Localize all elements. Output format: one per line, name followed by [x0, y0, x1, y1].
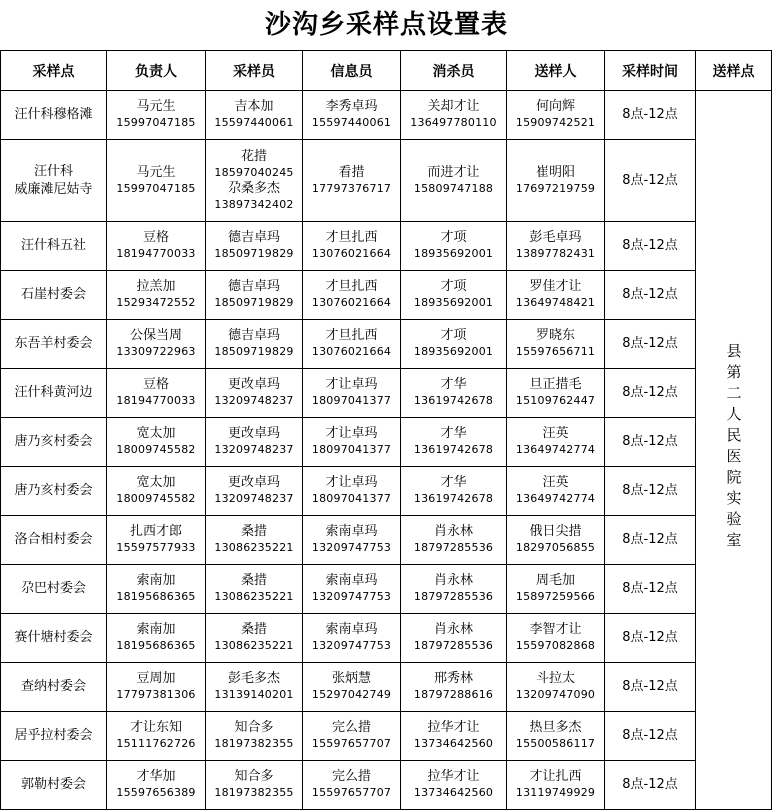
- site-cell: [1, 91, 107, 140]
- site-cell: [1, 614, 107, 663]
- table-row: [1, 369, 772, 418]
- courier-name: 汪英: [542, 426, 569, 441]
- sampler-phone: 13086235221: [214, 590, 294, 603]
- leader-phone: 15597577933: [116, 541, 196, 554]
- site-name: 尕巴村委会: [20, 581, 86, 596]
- disinfect-cell: [401, 663, 507, 712]
- table-header: [1, 51, 772, 91]
- sampler-name: 更改卓玛: [227, 377, 280, 392]
- info-cell: [303, 516, 401, 565]
- leader-cell: [107, 222, 206, 271]
- disinfect-cell: [401, 761, 507, 810]
- info-name: 张炳慧: [331, 671, 371, 686]
- courier-phone: 15909742521: [515, 116, 596, 129]
- sampler-name: 知合多: [234, 769, 274, 784]
- table-row: [1, 222, 772, 271]
- info-phone: 15597657707: [311, 737, 392, 750]
- info-cell: [303, 565, 401, 614]
- disinfect-name: 邢秀林: [433, 671, 473, 686]
- courier-name: 崔明阳: [535, 164, 575, 180]
- disinfect-cell: [401, 369, 507, 418]
- sampler-cell: [206, 222, 303, 271]
- info-phone: 15297042749: [311, 688, 392, 701]
- courier-name: 才让扎西: [529, 769, 582, 784]
- leader-phone: 15597656389: [116, 786, 196, 799]
- info-cell: [303, 663, 401, 712]
- site-cell: [1, 271, 107, 320]
- leader-cell: [107, 467, 206, 516]
- courier-cell: [507, 418, 605, 467]
- disinfect-phone: 18935692001: [413, 247, 494, 260]
- time-cell: 8点-12点: [605, 712, 696, 761]
- sampler-cell: [206, 320, 303, 369]
- info-name: 才让卓玛: [325, 475, 378, 490]
- site-name: 汪什科: [33, 163, 73, 179]
- disinfect-phone: 18935692001: [413, 345, 494, 358]
- disinfect-phone: 15809747188: [413, 181, 494, 195]
- courier-cell: [507, 467, 605, 516]
- courier-cell: [507, 91, 605, 140]
- sampler-cell: [206, 516, 303, 565]
- site-cell: [1, 467, 107, 516]
- disinfect-phone: 13734642560: [413, 737, 494, 750]
- table-row: [1, 712, 772, 761]
- courier-phone: 13897782431: [515, 247, 596, 260]
- sampler-name: 德吉卓玛: [227, 328, 280, 343]
- courier-cell: [507, 516, 605, 565]
- sampler-phone: 13139140201: [214, 688, 294, 701]
- sampler-name: 更改卓玛: [227, 475, 280, 490]
- time-cell: 8点-12点: [605, 761, 696, 810]
- leader-phone: 15111762726: [116, 737, 196, 750]
- leader-name: 拉羔加: [136, 279, 176, 294]
- info-phone: 13076021664: [311, 247, 392, 260]
- site-cell: [1, 565, 107, 614]
- info-phone: 15597657707: [311, 786, 392, 799]
- courier-phone: 15597082868: [515, 639, 596, 652]
- sampler-cell: [206, 369, 303, 418]
- info-name: 索南卓玛: [325, 622, 378, 637]
- leader-cell: [107, 140, 206, 222]
- leader-phone: 15997047185: [116, 116, 196, 129]
- disinfect-phone: 13619742678: [413, 492, 494, 505]
- leader-name: 公保当周: [129, 328, 182, 343]
- sampler-cell: [206, 761, 303, 810]
- leader-name: 才华加: [136, 769, 176, 784]
- courier-cell: [507, 369, 605, 418]
- courier-cell: [507, 663, 605, 712]
- leader-phone: 17797381306: [116, 688, 196, 701]
- time-cell: 8点-12点: [605, 271, 696, 320]
- info-phone: 18097041377: [311, 394, 392, 407]
- leader-phone: 18195686365: [116, 590, 196, 603]
- disinfect-cell: [401, 418, 507, 467]
- sampler-name: 桑措: [240, 573, 267, 588]
- courier-phone: 13649748421: [515, 296, 596, 309]
- info-name: 李秀卓玛: [325, 99, 378, 114]
- leader-cell: [107, 91, 206, 140]
- leader-cell: [107, 418, 206, 467]
- courier-phone: 15597656711: [515, 345, 596, 358]
- table-row: [1, 91, 772, 140]
- site-name: 洛合相村委会: [14, 532, 93, 547]
- table-row: [1, 516, 772, 565]
- info-cell: [303, 761, 401, 810]
- info-name: 才旦扎西: [325, 328, 378, 343]
- header-lab: 送样点: [696, 51, 772, 91]
- site-name: 居乎拉村委会: [14, 728, 93, 743]
- table-row: [1, 140, 772, 222]
- courier-cell: [507, 222, 605, 271]
- disinfect-phone: 13619742678: [413, 394, 494, 407]
- courier-name: 汪英: [542, 475, 569, 490]
- info-cell: [303, 467, 401, 516]
- leader-phone: 18009745582: [116, 492, 196, 505]
- site-cell: [1, 516, 107, 565]
- leader-name: 才让东知: [129, 720, 182, 735]
- sampler-cell: [206, 418, 303, 467]
- disinfect-name: 而进才让: [427, 164, 480, 180]
- site-name: 汪什科穆格滩: [14, 107, 93, 122]
- time-cell: 8点-12点: [605, 369, 696, 418]
- site-cell: [1, 369, 107, 418]
- page-title: 沙沟乡采样点设置表: [264, 10, 508, 40]
- site-cell: [1, 140, 107, 222]
- leader-name: 豆周加: [136, 671, 176, 686]
- leader-name: 马元生: [136, 99, 176, 114]
- info-cell: [303, 418, 401, 467]
- info-cell: [303, 222, 401, 271]
- disinfect-name: 拉华才让: [427, 769, 480, 784]
- disinfect-cell: [401, 222, 507, 271]
- info-cell: [303, 140, 401, 222]
- courier-phone: 13209747090: [515, 688, 596, 701]
- leader-name: 豆格: [142, 230, 169, 245]
- disinfect-name: 才华: [440, 426, 467, 441]
- courier-phone: 15500586117: [515, 737, 596, 750]
- leader-phone: 18009745582: [116, 443, 196, 456]
- sampler-name: 尕桑多杰: [227, 180, 280, 196]
- courier-phone: 18297056855: [515, 541, 596, 554]
- time-cell: 8点-12点: [605, 140, 696, 222]
- disinfect-cell: [401, 320, 507, 369]
- info-name: 才旦扎西: [325, 279, 378, 294]
- info-phone: 18097041377: [311, 492, 392, 505]
- time-cell: 8点-12点: [605, 516, 696, 565]
- leader-cell: [107, 516, 206, 565]
- leader-phone: 13309722963: [116, 345, 196, 358]
- info-phone: 17797376717: [311, 181, 392, 195]
- sampler-phone: 13086235221: [214, 541, 294, 554]
- disinfect-name: 才项: [440, 279, 467, 294]
- sampler-name: 更改卓玛: [227, 426, 280, 441]
- courier-cell: [507, 614, 605, 663]
- time-cell: 8点-12点: [605, 418, 696, 467]
- time-cell: 8点-12点: [605, 614, 696, 663]
- sampler-phone: 18509719829: [214, 247, 294, 260]
- disinfect-phone: 18797285536: [413, 590, 494, 603]
- info-name: 才让卓玛: [325, 426, 378, 441]
- disinfect-phone: 136497780110: [410, 116, 497, 129]
- site-cell: [1, 663, 107, 712]
- disinfect-cell: [401, 467, 507, 516]
- table-row: [1, 761, 772, 810]
- disinfect-phone: 18797285536: [413, 639, 494, 652]
- sampler-phone: 18197382355: [214, 737, 294, 750]
- site-cell: [1, 320, 107, 369]
- sampler-cell: [206, 614, 303, 663]
- time-cell: 8点-12点: [605, 91, 696, 140]
- info-name: 完么措: [331, 769, 371, 784]
- courier-name: 旦正措毛: [529, 377, 582, 392]
- sampler-phone: 18197382355: [214, 786, 294, 799]
- leader-phone: 15293472552: [116, 296, 196, 309]
- time-cell: 8点-12点: [605, 222, 696, 271]
- leader-phone: 15997047185: [116, 181, 196, 195]
- header-sampler: 采样员: [206, 51, 303, 91]
- header-leader: 负责人: [107, 51, 206, 91]
- leader-name: 扎西才郎: [129, 524, 182, 539]
- sampler-phone: 15597440061: [214, 116, 294, 129]
- disinfect-name: 才华: [440, 475, 467, 490]
- disinfect-cell: [401, 614, 507, 663]
- leader-cell: [107, 663, 206, 712]
- sampler-phone: 13086235221: [214, 639, 294, 652]
- sampler-name: 桑措: [240, 622, 267, 637]
- leader-cell: [107, 761, 206, 810]
- disinfect-name: 才项: [440, 328, 467, 343]
- info-name: 才让卓玛: [325, 377, 378, 392]
- sampler-cell: [206, 91, 303, 140]
- info-phone: 18097041377: [311, 443, 392, 456]
- table-row: [1, 467, 772, 516]
- site-cell: [1, 712, 107, 761]
- sampler-name: 彭毛多杰: [227, 671, 280, 686]
- info-cell: [303, 369, 401, 418]
- disinfect-name: 拉华才让: [427, 720, 480, 735]
- leader-phone: 18194770033: [116, 247, 196, 260]
- leader-name: 宽太加: [136, 475, 176, 490]
- site-name: 郭勒村委会: [20, 777, 86, 792]
- sampler-phone: 18509719829: [214, 296, 294, 309]
- courier-cell: [507, 140, 605, 222]
- courier-name: 何向辉: [535, 99, 575, 114]
- courier-phone: 13119749929: [515, 786, 596, 799]
- time-cell: 8点-12点: [605, 565, 696, 614]
- info-name: 索南卓玛: [325, 573, 378, 588]
- sampler-name: 吉本加: [234, 99, 274, 114]
- leader-cell: [107, 712, 206, 761]
- info-phone: 13209747753: [311, 590, 392, 603]
- courier-cell: [507, 320, 605, 369]
- courier-phone: 15109762447: [515, 394, 596, 407]
- sampler-cell: [206, 467, 303, 516]
- table-row: [1, 418, 772, 467]
- time-cell: 8点-12点: [605, 467, 696, 516]
- info-name: 才旦扎西: [325, 230, 378, 245]
- disinfect-name: 肖永林: [433, 622, 473, 637]
- sampler-phone: 13209748237: [214, 394, 294, 407]
- info-name: 完么措: [331, 720, 371, 735]
- table-row: [1, 614, 772, 663]
- courier-cell: [507, 271, 605, 320]
- courier-name: 热旦多杰: [529, 720, 582, 735]
- disinfect-name: 关却才让: [427, 99, 480, 114]
- sampler-name: 德吉卓玛: [227, 230, 280, 245]
- courier-name: 李智才让: [529, 622, 582, 637]
- courier-cell: [507, 565, 605, 614]
- sampler-phone: 13897342402: [214, 197, 294, 211]
- sampler-phone: 18597040245: [214, 165, 294, 179]
- sampler-phone: 13209748237: [214, 443, 294, 456]
- leader-name: 索南加: [136, 622, 176, 637]
- time-cell: 8点-12点: [605, 663, 696, 712]
- disinfect-cell: [401, 91, 507, 140]
- courier-phone: 13649742774: [515, 492, 596, 505]
- header-info: 信息员: [303, 51, 401, 91]
- table-row: [1, 565, 772, 614]
- disinfect-cell: [401, 712, 507, 761]
- sampling-table: [0, 50, 772, 810]
- disinfect-name: 肖永林: [433, 573, 473, 588]
- info-name: 看措: [338, 164, 365, 180]
- header-courier: 送样人: [507, 51, 605, 91]
- info-phone: 13209747753: [311, 639, 392, 652]
- disinfect-name: 才项: [440, 230, 467, 245]
- disinfect-phone: 13734642560: [413, 786, 494, 799]
- sampler-cell: [206, 712, 303, 761]
- courier-phone: 15897259566: [515, 590, 596, 603]
- courier-phone: 17697219759: [515, 181, 596, 195]
- leader-name: 豆格: [142, 377, 169, 392]
- courier-phone: 13649742774: [515, 443, 596, 456]
- leader-cell: [107, 271, 206, 320]
- leader-cell: [107, 320, 206, 369]
- info-cell: [303, 91, 401, 140]
- info-phone: 13209747753: [311, 541, 392, 554]
- courier-name: 罗佳才让: [529, 279, 582, 294]
- courier-name: 斗拉太: [535, 671, 575, 686]
- courier-name: 罗晓东: [535, 328, 575, 343]
- info-phone: 15597440061: [311, 116, 392, 129]
- courier-cell: [507, 712, 605, 761]
- site-name: 汪什科五社: [20, 238, 86, 253]
- info-cell: [303, 271, 401, 320]
- sampler-cell: [206, 663, 303, 712]
- courier-name: 周毛加: [535, 573, 575, 588]
- site-name: 唐乃亥村委会: [14, 483, 93, 498]
- disinfect-phone: 13619742678: [413, 443, 494, 456]
- sampler-phone: 18509719829: [214, 345, 294, 358]
- header-site: 采样点: [1, 51, 107, 91]
- site-name: 威廉滩尼姑寺: [14, 181, 93, 197]
- disinfect-cell: [401, 565, 507, 614]
- sampler-name: 花措: [240, 148, 267, 164]
- lab-cell: [696, 91, 772, 810]
- table-row: [1, 663, 772, 712]
- leader-cell: [107, 369, 206, 418]
- disinfect-phone: 18935692001: [413, 296, 494, 309]
- site-cell: [1, 761, 107, 810]
- sampler-phone: 13209748237: [214, 492, 294, 505]
- leader-cell: [107, 565, 206, 614]
- info-phone: 13076021664: [311, 345, 392, 358]
- sampler-cell: [206, 565, 303, 614]
- time-cell: 8点-12点: [605, 320, 696, 369]
- disinfect-cell: [401, 271, 507, 320]
- table-body: [1, 91, 772, 810]
- sampler-cell: [206, 271, 303, 320]
- site-name: 唐乃亥村委会: [14, 434, 93, 449]
- leader-name: 宽太加: [136, 426, 176, 441]
- info-cell: [303, 614, 401, 663]
- site-name: 东吾羊村委会: [14, 336, 93, 351]
- courier-name: 俄日尖措: [529, 524, 582, 539]
- courier-cell: [507, 761, 605, 810]
- site-name: 查纳村委会: [20, 679, 86, 694]
- header-time: 采样时间: [605, 51, 696, 91]
- header-disinfect: 消杀员: [401, 51, 507, 91]
- leader-name: 索南加: [136, 573, 176, 588]
- info-cell: [303, 712, 401, 761]
- site-cell: [1, 418, 107, 467]
- table-row: [1, 320, 772, 369]
- disinfect-name: 肖永林: [433, 524, 473, 539]
- sampler-name: 德吉卓玛: [227, 279, 280, 294]
- site-cell: [1, 222, 107, 271]
- site-name: 汪什科黄河边: [14, 385, 93, 400]
- leader-phone: 18194770033: [116, 394, 196, 407]
- leader-phone: 18195686365: [116, 639, 196, 652]
- disinfect-cell: [401, 140, 507, 222]
- leader-name: 马元生: [136, 164, 176, 180]
- site-name: 赛什塘村委会: [14, 630, 93, 645]
- info-name: 索南卓玛: [325, 524, 378, 539]
- leader-cell: [107, 614, 206, 663]
- sampler-cell: [206, 140, 303, 222]
- lab-name: 县第二人民医院实验室: [724, 342, 743, 553]
- table-row: [1, 271, 772, 320]
- disinfect-cell: [401, 516, 507, 565]
- info-phone: 13076021664: [311, 296, 392, 309]
- disinfect-name: 才华: [440, 377, 467, 392]
- sampler-name: 知合多: [234, 720, 274, 735]
- courier-name: 彭毛卓玛: [529, 230, 582, 245]
- info-cell: [303, 320, 401, 369]
- disinfect-phone: 18797285536: [413, 541, 494, 554]
- site-name: 石崖村委会: [20, 287, 86, 302]
- disinfect-phone: 18797288616: [413, 688, 494, 701]
- sampler-name: 桑措: [240, 524, 267, 539]
